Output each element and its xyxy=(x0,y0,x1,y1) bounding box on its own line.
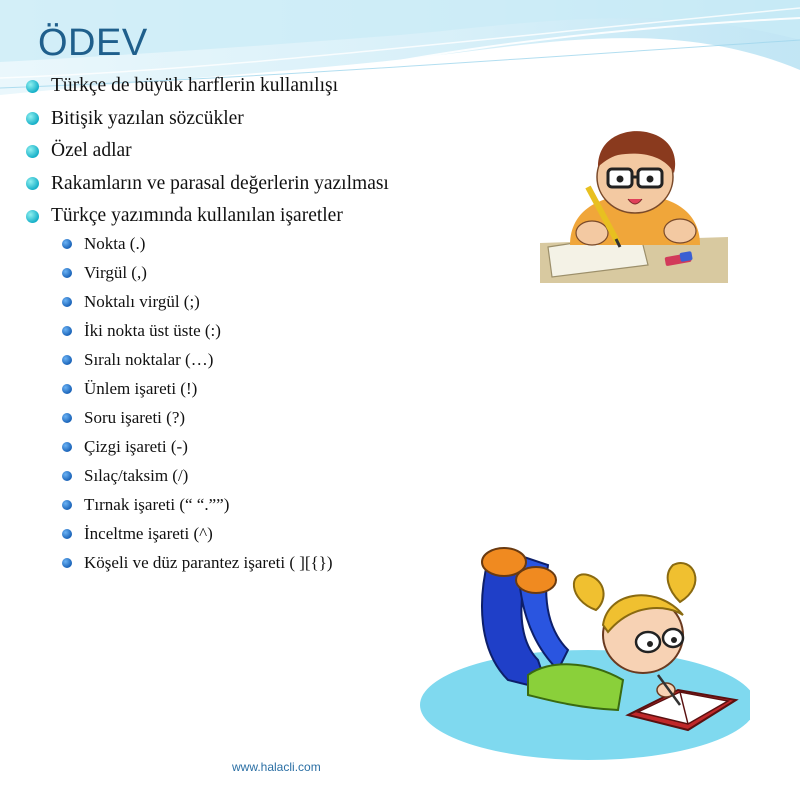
blue-dot-bullet-icon xyxy=(62,297,72,307)
list-item-text: Türkçe de büyük harflerin kullanılışı xyxy=(51,75,338,96)
girl-reading-clipart xyxy=(418,540,750,762)
list-item-text: Özel adlar xyxy=(51,140,132,161)
sub-list-item-text: Tırnak işareti (“ “.””) xyxy=(84,495,230,514)
sub-list-item-text: Çizgi işareti (-) xyxy=(84,437,188,456)
sub-list-item-text: Sıralı noktalar (…) xyxy=(84,350,214,369)
sub-list-item xyxy=(62,374,333,403)
blue-dot-bullet-icon xyxy=(62,413,72,423)
footer-website: www.halacli.com xyxy=(232,760,321,774)
blue-dot-bullet-icon xyxy=(62,384,72,394)
sub-list-item xyxy=(62,548,333,577)
turquoise-ball-bullet-icon xyxy=(26,210,39,223)
sub-list-item-text: İnceltme işareti (^) xyxy=(84,524,213,543)
punctuation-sub-list xyxy=(62,229,333,577)
blue-dot-bullet-icon xyxy=(62,268,72,278)
list-item-text: Rakamların ve parasal değerlerin yazılması xyxy=(51,172,389,194)
blue-dot-bullet-icon xyxy=(62,529,72,539)
blue-dot-bullet-icon xyxy=(62,442,72,452)
blue-dot-bullet-icon xyxy=(62,500,72,510)
sub-list-item xyxy=(62,490,333,519)
blue-dot-bullet-icon xyxy=(62,558,72,568)
sub-list-item xyxy=(62,316,333,345)
sub-list-item-text: Köşeli ve düz parantez işareti ( ][{}) xyxy=(84,553,333,572)
sub-list-item-text: Ünlem işareti (!) xyxy=(84,379,198,398)
list-item xyxy=(26,70,389,103)
turquoise-ball-bullet-icon xyxy=(26,145,39,158)
sub-list-item xyxy=(62,229,333,258)
sub-list-item xyxy=(62,345,333,374)
sub-list-item xyxy=(62,432,333,461)
blue-dot-bullet-icon xyxy=(62,326,72,336)
list-item xyxy=(26,200,389,233)
sub-list-item-text: Noktalı virgül (;) xyxy=(84,292,200,311)
sub-list-item-text: Nokta (.) xyxy=(84,234,146,253)
sub-list-item xyxy=(62,403,333,432)
sub-list-item-text: Sılaç/taksim (/) xyxy=(84,466,189,485)
list-item-text: Bitişik yazılan sözcükler xyxy=(51,107,244,129)
sub-list-item xyxy=(62,287,333,316)
boy-writing-clipart xyxy=(540,125,728,283)
sub-list-item-text: Virgül (,) xyxy=(84,263,147,282)
blue-dot-bullet-icon xyxy=(62,239,72,249)
list-item xyxy=(26,135,389,168)
blue-dot-bullet-icon xyxy=(62,355,72,365)
blue-dot-bullet-icon xyxy=(62,471,72,481)
slide-title: ÖDEV xyxy=(38,22,148,64)
sub-list-item xyxy=(62,461,333,490)
list-item xyxy=(26,103,389,136)
turquoise-ball-bullet-icon xyxy=(26,177,39,190)
turquoise-ball-bullet-icon xyxy=(26,112,39,125)
sub-list-item-text: Soru işareti (?) xyxy=(84,408,186,427)
turquoise-ball-bullet-icon xyxy=(26,80,39,93)
list-item-text: Türkçe yazımında kullanılan işaretler xyxy=(51,205,343,226)
main-bullet-list xyxy=(26,70,389,233)
sub-list-item xyxy=(62,519,333,548)
sub-list-item-text: İki nokta üst üste (:) xyxy=(84,321,221,340)
sub-list-item xyxy=(62,258,333,287)
list-item xyxy=(26,168,389,201)
